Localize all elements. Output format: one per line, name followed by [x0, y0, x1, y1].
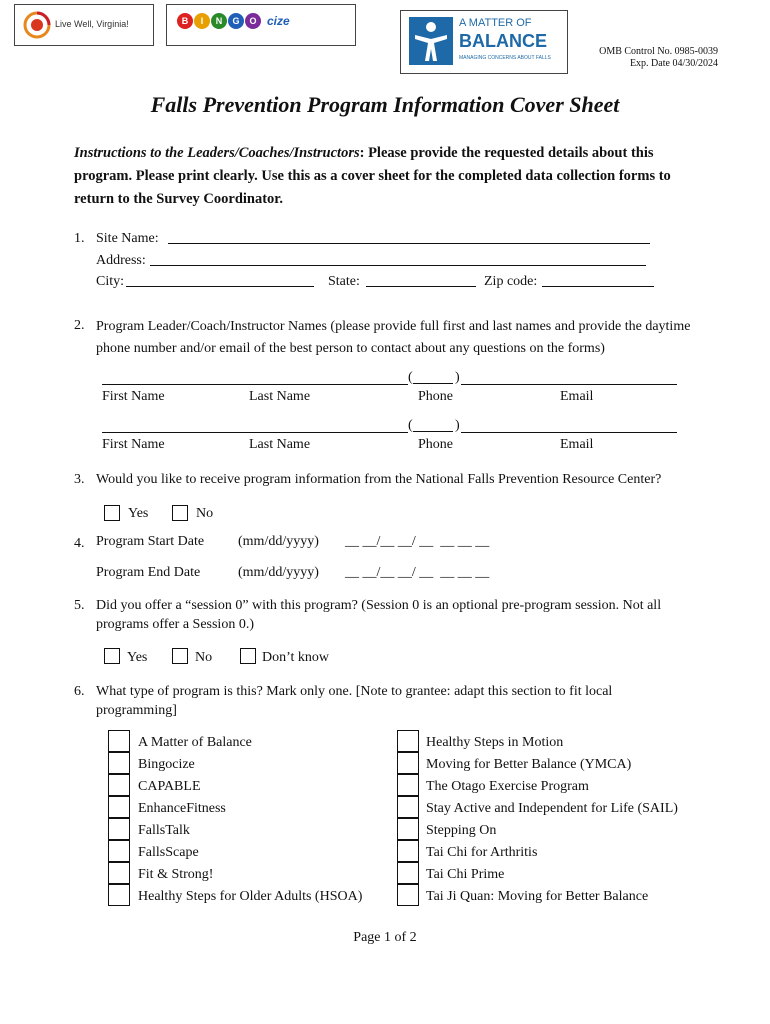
bingo-ball-n: N [211, 13, 227, 29]
q3-no-label: No [196, 506, 214, 521]
program-option: Tai Ji Quan: Moving for Better Balance [426, 889, 649, 904]
end-date-format: (mm/dd/yyyy) [238, 565, 319, 580]
bingocize-suffix: cize [267, 14, 290, 28]
program-checkbox-right-2[interactable] [397, 752, 419, 774]
sun-icon [23, 11, 51, 39]
name-field-1[interactable] [102, 370, 408, 385]
omb-control-number: OMB Control No. 0985-0039 [599, 46, 718, 57]
program-checkbox-right-1[interactable] [397, 730, 419, 752]
omb-exp-date: Exp. Date 04/30/2024 [629, 58, 718, 69]
start-date-format: (mm/dd/yyyy) [238, 534, 319, 549]
start-date-label: Program Start Date [96, 534, 205, 549]
program-checkbox-right-5[interactable] [397, 818, 419, 840]
q2-text: Program Leader/Coach/Instructor Names (please provide full first and last names and provide the daytime phone number and/or email of the best person to contact about any questions on the forms) [96, 319, 691, 356]
first-name-label-2: First Name [102, 437, 165, 452]
q5-no-checkbox[interactable] [172, 648, 188, 664]
address-label: Address: [96, 253, 146, 268]
program-option: The Otago Exercise Program [426, 779, 589, 794]
program-checkbox-left-6[interactable] [108, 840, 130, 862]
last-name-label-2: Last Name [249, 437, 311, 452]
program-checkbox-left-1[interactable] [108, 730, 130, 752]
city-label: City: [96, 274, 125, 289]
email-label-2: Email [560, 437, 594, 452]
contact-row-1 [0, 370, 770, 410]
matter-of-balance-logo [400, 10, 568, 74]
program-option: Healthy Steps for Older Adults (HSOA) [138, 889, 363, 904]
program-option: Tai Chi Prime [426, 867, 505, 882]
program-checkbox-right-8[interactable] [397, 884, 419, 906]
phone-label-2: Phone [418, 437, 453, 452]
email-label-1: Email [560, 389, 594, 404]
live-well-text: Live Well, Virginia! [55, 19, 129, 29]
bingo-ball-b: B [177, 13, 193, 29]
program-checkbox-right-7[interactable] [397, 862, 419, 884]
q5-dont-know-label: Don’t know [262, 650, 330, 665]
program-checkbox-right-6[interactable] [397, 840, 419, 862]
q3-no-checkbox[interactable] [172, 505, 188, 521]
program-option: EnhanceFitness [138, 801, 226, 816]
q5-yes-label: Yes [127, 650, 148, 665]
bingo-ball-g: G [228, 13, 244, 29]
phone-email-field-2[interactable] [461, 418, 677, 433]
q5-text: Did you offer a “session 0” with this program? (Session 0 is an optional pre-program session. Not all programs offer a Session 0.) [96, 598, 662, 632]
program-checkbox-right-4[interactable] [397, 796, 419, 818]
program-option: CAPABLE [138, 779, 201, 794]
phone-paren-1: ( [408, 370, 413, 385]
site-name-field[interactable] [168, 229, 650, 244]
program-option: Moving for Better Balance (YMCA) [426, 757, 632, 772]
instructions [74, 142, 714, 211]
program-option: Stay Active and Independent for Life (SAIL) [426, 801, 678, 816]
phone-paren-close-2: ) [455, 418, 460, 433]
program-list-left [108, 730, 398, 910]
q1-number: 1. [74, 231, 85, 246]
state-field[interactable] [366, 272, 476, 287]
program-option: FallsTalk [138, 823, 190, 838]
q5-no-label: No [195, 650, 213, 665]
zip-label: Zip code: [484, 274, 538, 289]
start-date-field[interactable]: __ __/__ __/ __ __ __ __ [345, 534, 490, 549]
city-field[interactable] [126, 272, 314, 287]
q6-number: 6. [74, 684, 85, 699]
bingo-ball-i: I [194, 13, 210, 29]
page-title: Falls Prevention Program Information Cover Sheet [150, 92, 620, 117]
program-checkbox-left-5[interactable] [108, 818, 130, 840]
q4-number: 4. [74, 536, 85, 551]
program-checkbox-left-8[interactable] [108, 884, 130, 906]
name-field-2[interactable] [102, 418, 408, 433]
q5-yes-checkbox[interactable] [104, 648, 120, 664]
phone-paren-2: ( [408, 418, 413, 433]
bingo-balls [177, 13, 261, 29]
bingocize-logo [166, 4, 356, 46]
first-name-label-1: First Name [102, 389, 165, 404]
contact-row-2 [0, 418, 770, 458]
program-checkbox-left-3[interactable] [108, 774, 130, 796]
instructions-body: : Please provide the requested details about this program. Please print clearly. Use this as a cover sheet for the completed data collection forms to return to the Survey Coordinator. [74, 145, 671, 207]
zip-field[interactable] [542, 272, 654, 287]
page-number: Page 1 of 2 [353, 930, 417, 945]
end-date-label: Program End Date [96, 565, 201, 580]
phone-email-field-1[interactable] [461, 370, 677, 385]
program-option: Tai Chi for Arthritis [426, 845, 538, 860]
area-code-field-2[interactable] [413, 417, 453, 432]
program-option: A Matter of Balance [138, 735, 252, 750]
program-checkbox-left-4[interactable] [108, 796, 130, 818]
balance-line1: A MATTER OF [459, 17, 532, 29]
balance-line2: BALANCE [459, 31, 547, 51]
phone-label-1: Phone [418, 389, 453, 404]
q6-text: What type of program is this? Mark only one. [Note to grantee: adapt this section to fit local programming] [96, 684, 613, 718]
balance-figure-icon [409, 17, 453, 65]
program-checkbox-left-7[interactable] [108, 862, 130, 884]
program-option: Healthy Steps in Motion [426, 735, 564, 750]
program-checkbox-left-2[interactable] [108, 752, 130, 774]
site-name-label: Site Name: [96, 231, 159, 246]
area-code-field-1[interactable] [413, 369, 453, 384]
live-well-logo [14, 4, 154, 46]
program-checkbox-right-3[interactable] [397, 774, 419, 796]
q3-text: Would you like to receive program information from the National Falls Prevention Resource Center? [96, 472, 662, 487]
q3-yes-checkbox[interactable] [104, 505, 120, 521]
end-date-field[interactable]: __ __/__ __/ __ __ __ __ [345, 565, 490, 580]
state-label: State: [328, 274, 360, 289]
instructions-lead: Instructions to the Leaders/Coaches/Instructors [74, 145, 360, 161]
program-list-right [397, 730, 717, 910]
q5-dont-know-checkbox[interactable] [240, 648, 256, 664]
bingo-ball-o: O [245, 13, 261, 29]
q3-number: 3. [74, 472, 85, 487]
balance-tagline: MANAGING CONCERNS ABOUT FALLS [459, 55, 551, 61]
phone-paren-close-1: ) [455, 370, 460, 385]
program-option: Stepping On [426, 823, 497, 838]
program-option: Bingocize [138, 757, 195, 772]
program-option: Fit & Strong! [138, 867, 214, 882]
address-field[interactable] [150, 251, 646, 266]
q3-yes-label: Yes [128, 506, 149, 521]
omb-info [599, 46, 718, 70]
last-name-label-1: Last Name [249, 389, 311, 404]
program-option: FallsScape [138, 845, 199, 860]
q2-number: 2. [74, 318, 85, 333]
q5-number: 5. [74, 598, 85, 613]
